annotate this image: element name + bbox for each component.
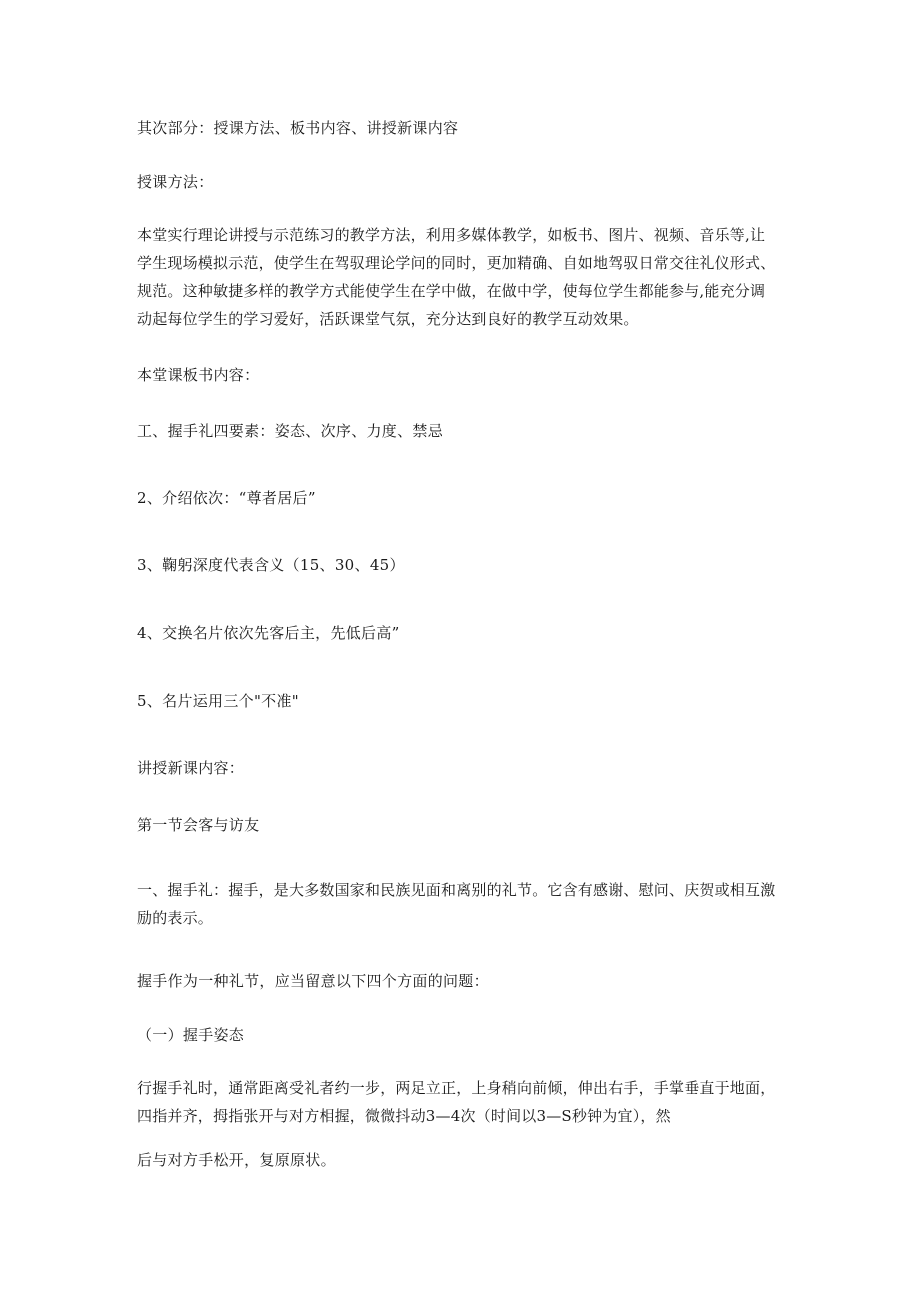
method-line-1: 本堂实行理论讲授与示范练习的教学方法，利用多媒体教学，如板书、图片、视频、音乐等,让 bbox=[137, 226, 766, 244]
posture-line-1: 行握手礼时，通常距离受礼者约一步，两足立正，上身稍向前倾，伸出右手，手掌垂直于地面， bbox=[137, 1079, 776, 1097]
section-title: 第一节会客与访友 bbox=[137, 816, 260, 834]
board-item-5: 5、名片运用三个"不准" bbox=[137, 692, 299, 710]
new-lesson-label: 讲授新课内容： bbox=[137, 759, 245, 777]
subsection-title: （一）握手姿态 bbox=[137, 1026, 245, 1044]
board-item-4: 4、交换名片依次先客后主，先低后高” bbox=[137, 624, 400, 642]
handshake-line-2: 励的表示。 bbox=[137, 909, 214, 927]
board-item-2: 2、介绍依次：“尊者居后” bbox=[137, 489, 316, 507]
method-line-4: 动起每位学生的学习爱好，活跃课堂气氛，充分达到良好的教学互动效果。 bbox=[137, 310, 639, 328]
board-item-1: 工、握手礼四要素：姿态、次序、力度、禁忌 bbox=[137, 422, 444, 440]
handshake-issues: 握手作为一种礼节，应当留意以下四个方面的问题： bbox=[137, 972, 489, 990]
board-label: 本堂课板书内容： bbox=[137, 366, 260, 384]
posture-paragraph bbox=[137, 1074, 787, 1130]
heading-parts: 其次部分：授课方法、板书内容、讲授新课内容 bbox=[137, 119, 459, 137]
posture-line-2: 四指并齐，拇指张开与对方相握，微微抖动3—4次（时间以3—S秒钟为宜），然 bbox=[137, 1107, 671, 1125]
method-label: 授课方法： bbox=[137, 173, 214, 191]
method-line-2: 学生现场模拟示范，使学生在驾驭理论学问的同时，更加精确、自如地驾驭日常交往礼仪形式、 bbox=[137, 254, 776, 272]
handshake-paragraph bbox=[137, 876, 787, 932]
handshake-line-1: 一、握手礼：握手，是大多数国家和民族见面和离别的礼节。它含有感谢、慰问、庆贺或相互激 bbox=[137, 881, 776, 899]
posture-last-line: 后与对方手松开，复原原状。 bbox=[137, 1151, 336, 1169]
method-paragraph bbox=[137, 221, 787, 333]
method-line-3: 规范。这种敏捷多样的教学方式能使学生在学中做，在做中学，使每位学生都能参与,能充分调 bbox=[137, 282, 766, 300]
board-item-3: 3、鞠躬深度代表含义（15、30、45） bbox=[137, 556, 405, 574]
